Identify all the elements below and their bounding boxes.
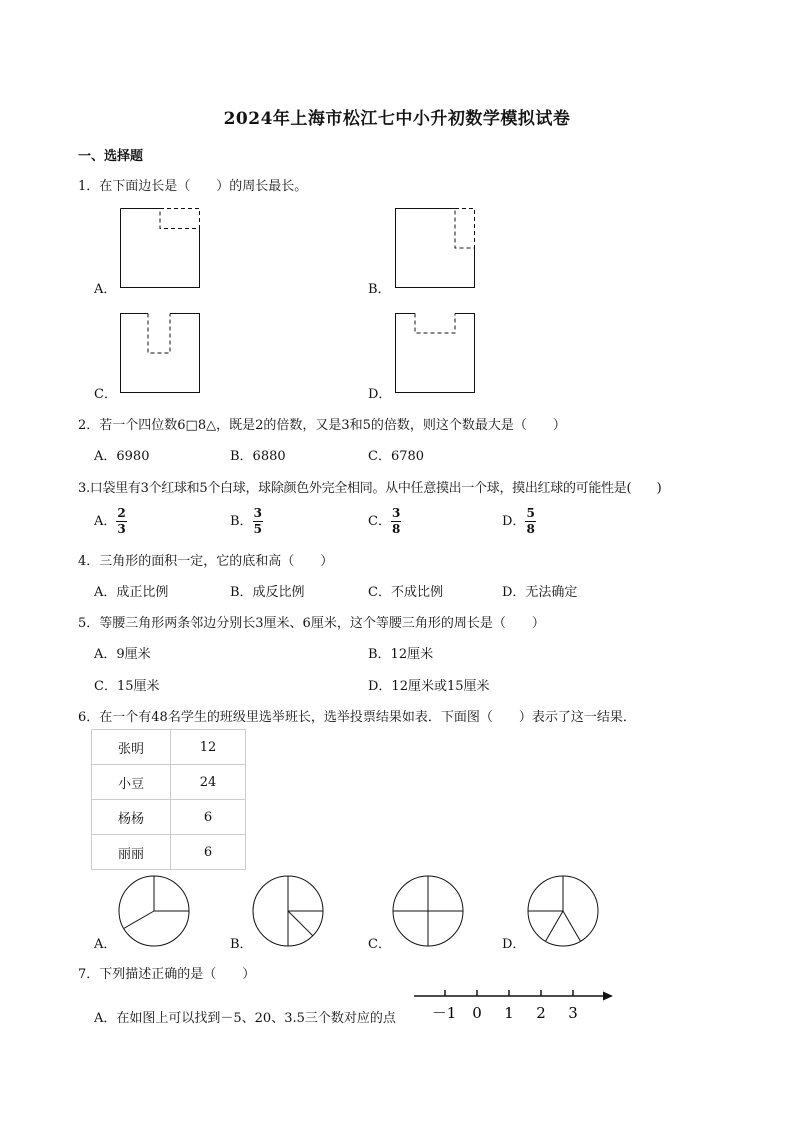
number-line-label: 1 bbox=[504, 1004, 514, 1022]
number-line-label: 0 bbox=[472, 1004, 482, 1022]
question-4-text: 4．三角形的面积一定，它的底和高（ ） bbox=[78, 554, 334, 569]
q1-figure-a bbox=[120, 208, 202, 290]
table-cell-name: 丽丽 bbox=[92, 835, 171, 870]
fraction-numerator: 3 bbox=[391, 506, 401, 520]
q4-option-a[interactable]: A．成正比例 bbox=[94, 585, 169, 600]
q6-option-d[interactable]: D． bbox=[502, 937, 526, 952]
number-line bbox=[410, 986, 620, 1026]
q2-option-b[interactable]: B．6880 bbox=[230, 449, 286, 464]
q3-option-c-label: C． bbox=[368, 514, 391, 529]
q1-option-a[interactable]: A． bbox=[94, 282, 117, 297]
q3-option-b-label: B． bbox=[230, 514, 253, 529]
number-line-label: 3 bbox=[568, 1004, 578, 1022]
q5-option-c[interactable]: C．15厘米 bbox=[94, 679, 160, 694]
q6-option-a[interactable]: A． bbox=[94, 937, 117, 952]
fraction-denominator: 5 bbox=[253, 522, 262, 536]
q3-option-d[interactable] bbox=[502, 506, 536, 537]
q6-option-b[interactable]: B． bbox=[230, 937, 253, 952]
question-2-text: 2．若一个四位数6□8△，既是2的倍数，又是3和5的倍数，则这个数最大是（ ） bbox=[78, 418, 566, 433]
number-line-label: 2 bbox=[536, 1004, 546, 1022]
pie-chart-b bbox=[252, 875, 324, 947]
q4-option-d[interactable]: D．无法确定 bbox=[502, 585, 578, 600]
q7-option-a[interactable]: A．在如图上可以找到－5、20、3.5三个数对应的点 bbox=[94, 1011, 396, 1026]
q1-option-b[interactable]: B． bbox=[368, 282, 391, 297]
q1-figure-c bbox=[120, 313, 202, 395]
q1-option-c[interactable]: C． bbox=[94, 387, 117, 402]
q3-option-a[interactable] bbox=[94, 506, 127, 537]
table-cell-name: 张明 bbox=[92, 730, 171, 765]
table-row bbox=[92, 800, 246, 835]
fraction-numerator: 2 bbox=[117, 506, 126, 520]
fraction-denominator: 3 bbox=[117, 522, 126, 536]
page-title: 2024年上海市松江七中小升初数学模拟试卷 bbox=[223, 109, 571, 129]
fraction-numerator: 3 bbox=[253, 506, 262, 520]
table-cell-votes: 24 bbox=[171, 765, 246, 800]
question-3-text: 3.口袋里有3个红球和5个白球，球除颜色外完全相同。从中任意摸出一个球，摸出红球的可能性是( ) bbox=[78, 481, 662, 496]
table-cell-votes: 6 bbox=[171, 800, 246, 835]
q3-option-c[interactable] bbox=[368, 506, 401, 537]
q3-option-a-fraction bbox=[116, 506, 126, 537]
pie-chart-c bbox=[392, 875, 464, 947]
question-6-text: 6．在一个有48名学生的班级里选举班长，选举投票结果如表．下面图（ ）表示了这一结果． bbox=[78, 710, 636, 725]
fraction-numerator: 5 bbox=[526, 506, 535, 520]
question-5-text: 5．等腰三角形两条邻边分别长3厘米、6厘米，这个等腰三角形的周长是（ ） bbox=[78, 616, 545, 631]
q4-option-b[interactable]: B．成反比例 bbox=[230, 585, 305, 600]
q3-option-d-label: D． bbox=[502, 514, 526, 529]
table-cell-votes: 12 bbox=[171, 730, 246, 765]
q5-option-b[interactable]: B．12厘米 bbox=[368, 647, 434, 662]
table-row bbox=[92, 765, 246, 800]
number-line-label: －1 bbox=[431, 1004, 457, 1022]
q4-option-c[interactable]: C．不成比例 bbox=[368, 585, 443, 600]
q1-figure-b bbox=[395, 208, 477, 290]
q5-option-a[interactable]: A．9厘米 bbox=[94, 647, 151, 662]
table-cell-name: 小豆 bbox=[92, 765, 171, 800]
q1-option-d[interactable]: D． bbox=[368, 387, 392, 402]
q3-option-c-fraction bbox=[391, 506, 401, 537]
q2-option-c[interactable]: C．6780 bbox=[368, 449, 425, 464]
q1-figure-d bbox=[395, 313, 477, 395]
q3-option-b-fraction bbox=[253, 506, 263, 537]
pie-chart-d bbox=[527, 875, 599, 947]
section-heading: 一、选择题 bbox=[78, 149, 144, 164]
table-row bbox=[92, 730, 246, 765]
q3-option-a-label: A． bbox=[94, 514, 117, 529]
q5-option-d[interactable]: D．12厘米或15厘米 bbox=[368, 679, 490, 694]
fraction-denominator: 8 bbox=[391, 522, 401, 536]
table-cell-name: 杨杨 bbox=[92, 800, 171, 835]
table-cell-votes: 6 bbox=[171, 835, 246, 870]
q6-option-c[interactable]: C． bbox=[368, 937, 391, 952]
question-1-text: 1．在下面边长是（ ）的周长最长。 bbox=[78, 179, 308, 194]
pie-chart-a bbox=[118, 875, 190, 947]
question-7-text: 7．下列描述正确的是（ ） bbox=[78, 967, 256, 982]
table-row bbox=[92, 835, 246, 870]
fraction-denominator: 8 bbox=[526, 522, 535, 536]
q3-option-b[interactable] bbox=[230, 506, 263, 537]
q3-option-d-fraction bbox=[525, 506, 535, 537]
vote-table bbox=[91, 729, 246, 870]
q2-option-a[interactable]: A．6980 bbox=[94, 449, 150, 464]
